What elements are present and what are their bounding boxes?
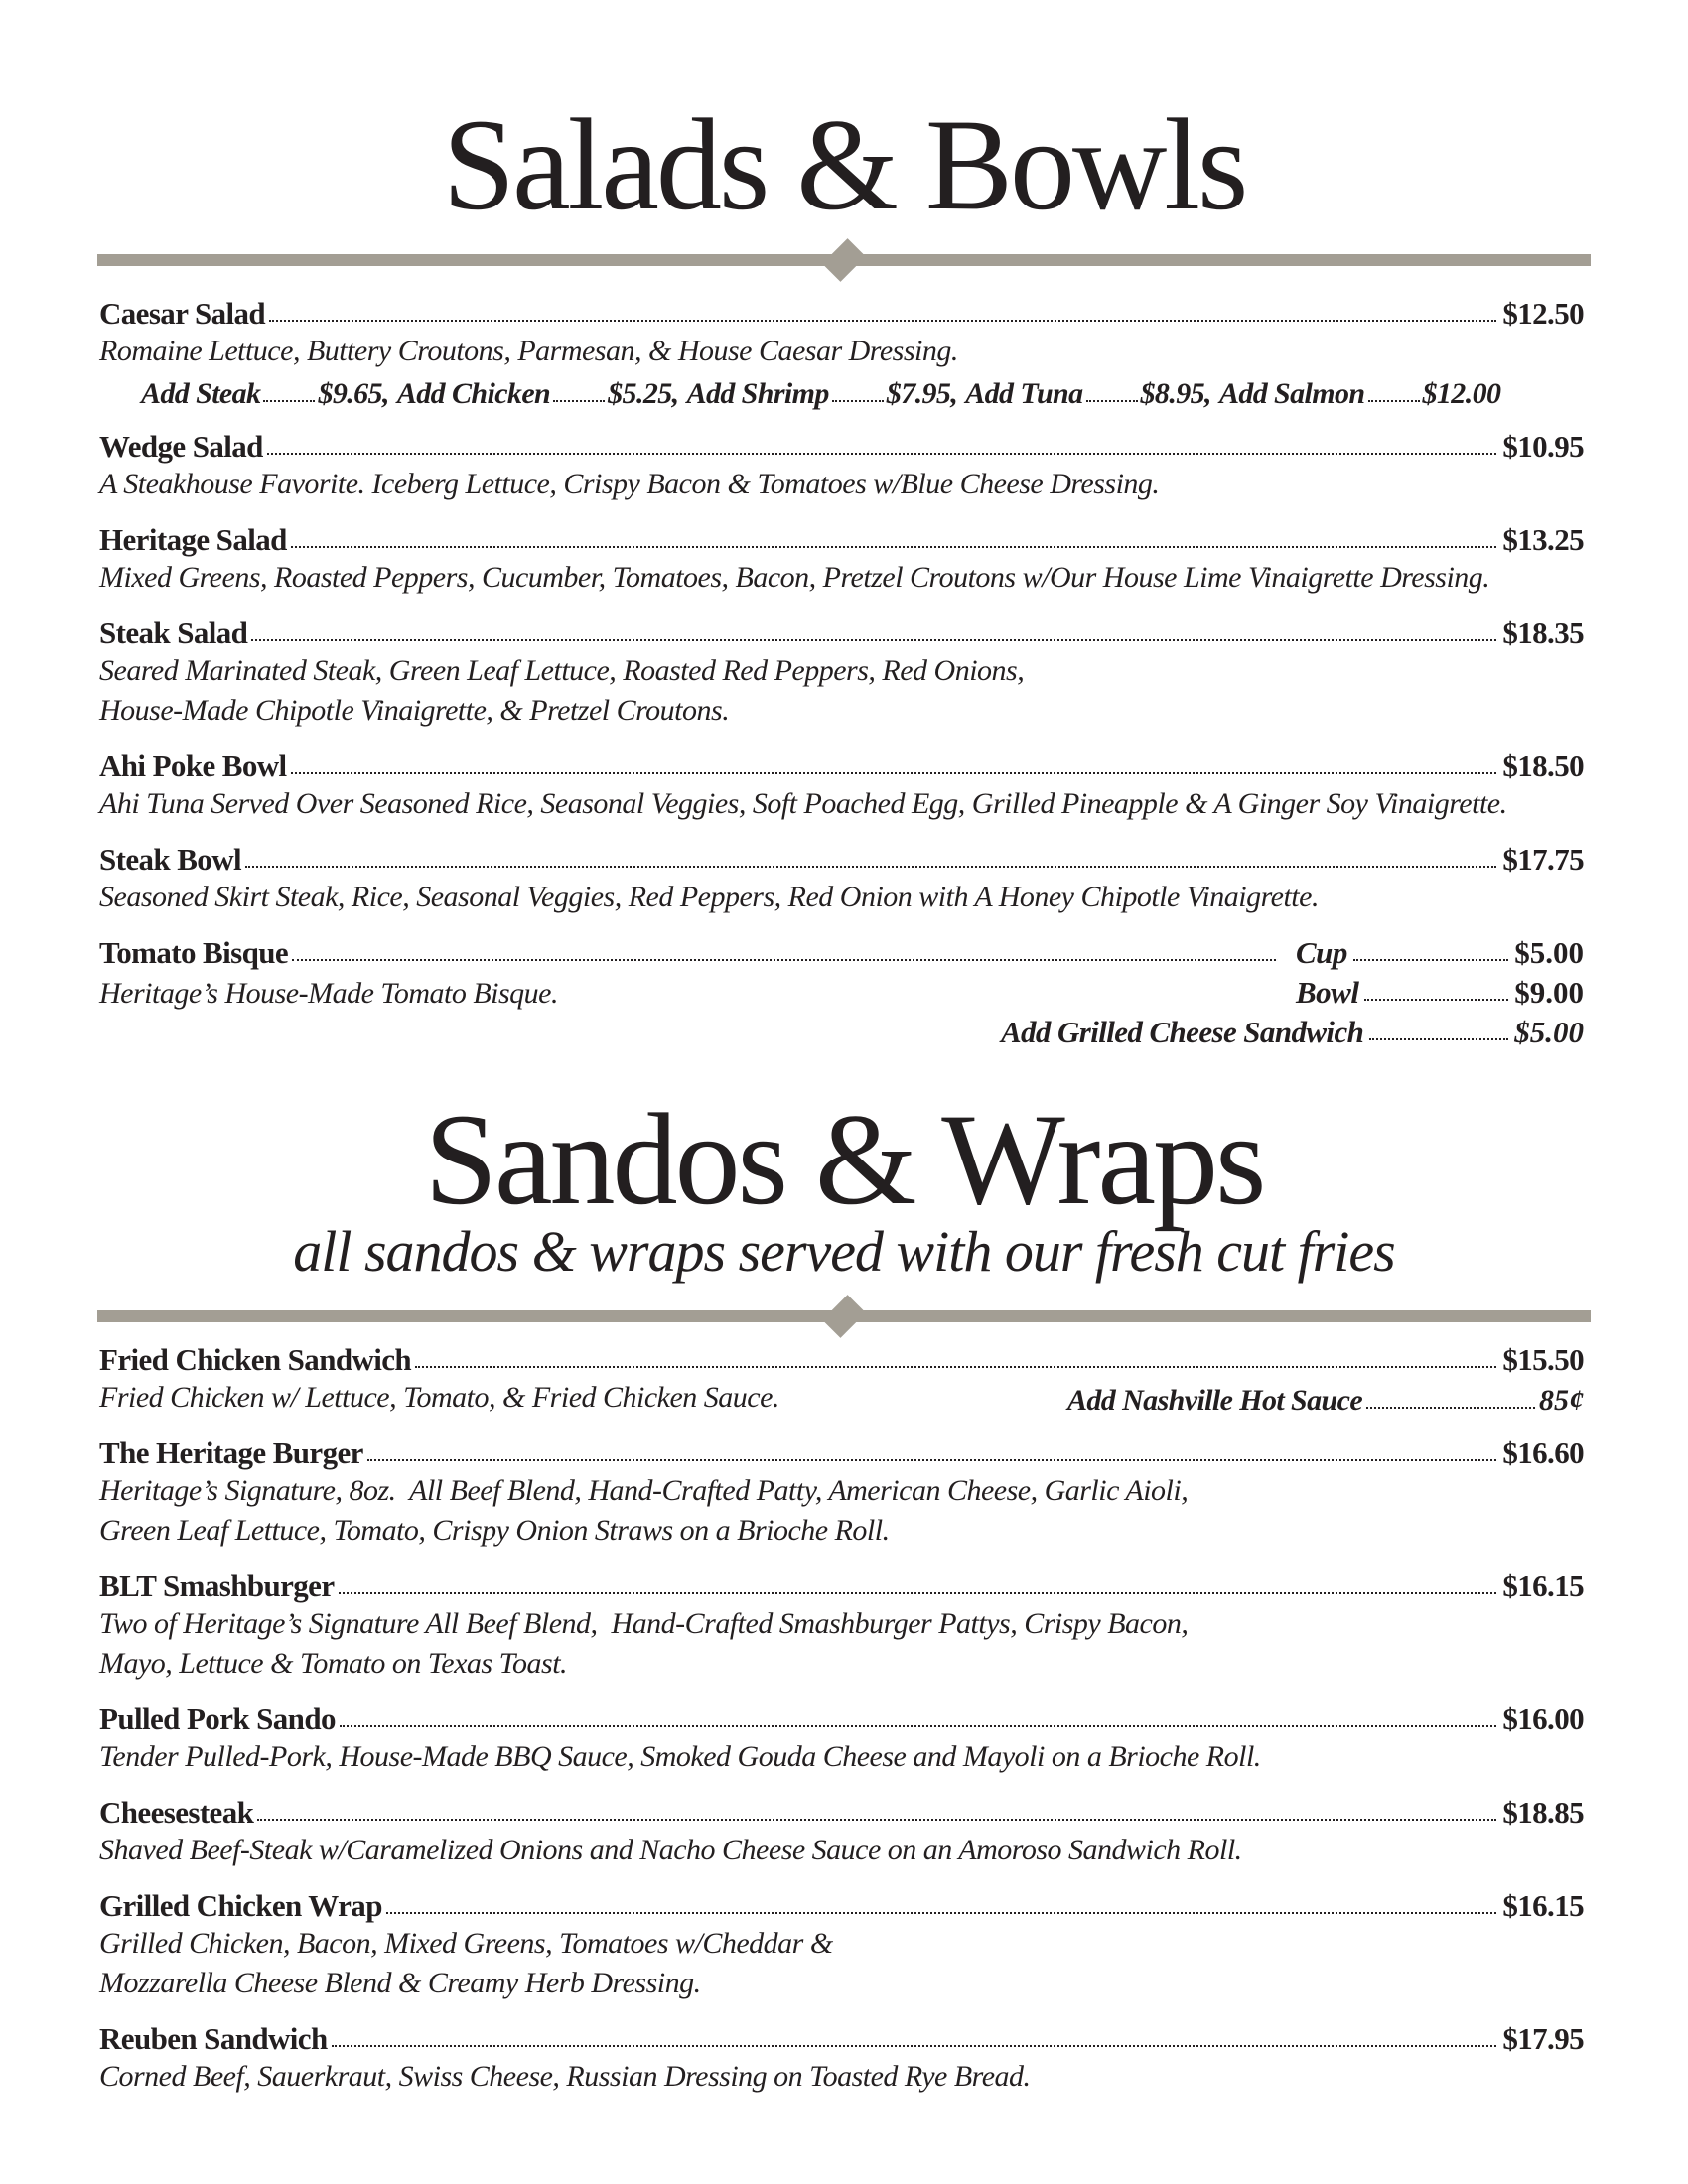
menu-item-steak-bowl bbox=[99, 838, 1584, 917]
item-description: Shaved Beef-Steak w/Caramelized Onions and Nacho Cheese Sauce on an Amoroso Sandwich Roll. bbox=[99, 1834, 1242, 1866]
menu-item-heritage-salad bbox=[99, 518, 1584, 598]
dot-leader bbox=[269, 320, 1496, 322]
dot-leader bbox=[292, 959, 1276, 961]
item-description: Mixed Greens, Roasted Peppers, Cucumber, Tomatoes, Bacon, Pretzel Croutons w/Our House Lime Vinaigrette Dressing. bbox=[99, 561, 1490, 594]
item-description: Heritage’s Signature, 8oz. All Beef Blend, Hand-Crafted Patty, American Cheese, Garlic Aioli, bbox=[99, 1474, 1189, 1507]
dot-leader bbox=[245, 866, 1496, 868]
dot-leader bbox=[257, 1819, 1496, 1821]
item-price: $15.50 bbox=[1502, 1342, 1584, 1377]
item-price: $18.35 bbox=[1502, 615, 1584, 650]
item-description: Grilled Chicken, Bacon, Mixed Greens, Tomatoes w/Cheddar & bbox=[99, 1927, 833, 1960]
item-name: Wedge Salad bbox=[99, 429, 263, 464]
item-price: $12.50 bbox=[1502, 296, 1584, 331]
menu-item-pulled-pork-sando bbox=[99, 1698, 1584, 1777]
item-name: Ahi Poke Bowl bbox=[99, 749, 287, 783]
item-description: Two of Heritage’s Signature All Beef Blend, Hand-Crafted Smashburger Pattys, Crispy Bacon, bbox=[99, 1607, 1189, 1640]
item-name: Cheesesteak bbox=[99, 1795, 254, 1830]
item-description: House-Made Chipotle Vinaigrette, & Pretzel Croutons. bbox=[99, 694, 730, 727]
item-description: Seared Marinated Steak, Green Leaf Lettuce, Roasted Red Peppers, Red Onions, bbox=[99, 654, 1025, 687]
item-description: A Steakhouse Favorite. Iceberg Lettuce, Crispy Bacon & Tomatoes w/Blue Cheese Dressing. bbox=[99, 468, 1160, 500]
item-price: $13.25 bbox=[1502, 522, 1584, 557]
item-description: Seasoned Skirt Steak, Rice, Seasonal Veggies, Red Peppers, Red Onion with A Honey Chipotle Vinaigrette. bbox=[99, 881, 1319, 913]
item-name: BLT Smashburger bbox=[99, 1569, 335, 1603]
menu-item-fried-chicken-sandwich bbox=[99, 1338, 1584, 1418]
addon-chicken: Add Chicken $5.25 , bbox=[396, 377, 679, 410]
caesar-addons bbox=[99, 371, 1584, 411]
item-description: Romaine Lettuce, Buttery Croutons, Parmesan, & House Caesar Dressing. bbox=[99, 335, 958, 367]
salads-divider bbox=[97, 234, 1591, 286]
dot-leader bbox=[367, 1459, 1497, 1461]
addon-tuna: Add Tuna $8.95 , bbox=[965, 377, 1211, 410]
item-description: Corned Beef, Sauerkraut, Swiss Cheese, Russian Dressing on Toasted Rye Bread. bbox=[99, 2060, 1031, 2093]
item-price: $17.95 bbox=[1502, 2021, 1584, 2056]
addon-steak: Add Steak $9.65 , bbox=[141, 377, 389, 410]
menu-item-caesar-salad bbox=[99, 292, 1584, 411]
item-price: $16.15 bbox=[1502, 1888, 1584, 1923]
item-description: Heritage’s House-Made Tomato Bisque. bbox=[99, 977, 558, 1010]
item-price: $18.50 bbox=[1502, 749, 1584, 783]
item-price: $10.95 bbox=[1502, 429, 1584, 464]
dot-leader bbox=[291, 546, 1497, 548]
diamond-ornament bbox=[822, 1295, 866, 1338]
item-price: $16.00 bbox=[1502, 1702, 1584, 1736]
item-name: Caesar Salad bbox=[99, 296, 266, 331]
item-price: $17.75 bbox=[1502, 842, 1584, 877]
soup-grilled-cheese-addon: Add Grilled Cheese Sandwich $5.00 bbox=[1000, 1015, 1584, 1049]
item-price: $16.15 bbox=[1502, 1569, 1584, 1603]
item-description: Ahi Tuna Served Over Seasoned Rice, Seasonal Veggies, Soft Poached Egg, Grilled Pineapple & A Ginger Soy Vinaigrette. bbox=[99, 787, 1507, 820]
dot-leader bbox=[267, 453, 1497, 455]
soup-bowl-option: Bowl $9.00 bbox=[1296, 975, 1584, 1010]
salads-title: Salads & Bowls bbox=[442, 91, 1246, 237]
item-description: Tender Pulled-Pork, House-Made BBQ Sauce, Smoked Gouda Cheese and Mayoli on a Brioche Roll. bbox=[99, 1740, 1261, 1773]
dot-leader bbox=[386, 1912, 1497, 1914]
item-description: Fried Chicken w/ Lettuce, Tomato, & Fried Chicken Sauce. bbox=[99, 1381, 779, 1414]
item-name: Pulled Pork Sando bbox=[99, 1702, 336, 1736]
sandos-subtitle: all sandos & wraps served with our fresh cut fries bbox=[293, 1219, 1395, 1284]
item-name: Tomato Bisque bbox=[99, 935, 289, 970]
dot-leader bbox=[339, 1592, 1497, 1594]
item-price: $18.85 bbox=[1502, 1795, 1584, 1830]
menu-item-reuben-sandwich bbox=[99, 2017, 1584, 2097]
diamond-ornament bbox=[822, 238, 866, 282]
item-name: Reuben Sandwich bbox=[99, 2021, 328, 2056]
menu-item-heritage-burger bbox=[99, 1432, 1584, 1551]
item-description: Green Leaf Lettuce, Tomato, Crispy Onion Straws on a Brioche Roll. bbox=[99, 1514, 890, 1547]
menu-item-ahi-poke-bowl bbox=[99, 745, 1584, 824]
menu-item-tomato-bisque bbox=[99, 931, 1584, 1050]
item-name: Fried Chicken Sandwich bbox=[99, 1342, 412, 1377]
dot-leader bbox=[251, 639, 1496, 641]
sandos-title: Sandos & Wraps bbox=[424, 1086, 1264, 1232]
soup-cup-option: Cup $5.00 bbox=[1296, 935, 1584, 970]
sandos-section bbox=[99, 1338, 1584, 2111]
item-description: Mozzarella Cheese Blend & Creamy Herb Dressing. bbox=[99, 1967, 701, 1999]
dot-leader bbox=[291, 772, 1497, 774]
addon-salmon: Add Salmon $12.00 bbox=[1218, 377, 1501, 410]
sandos-divider bbox=[97, 1291, 1591, 1342]
menu-item-steak-salad bbox=[99, 612, 1584, 731]
item-name: Steak Salad bbox=[99, 615, 248, 650]
addon-shrimp: Add Shrimp $7.95 , bbox=[686, 377, 958, 410]
menu-item-blt-smashburger bbox=[99, 1565, 1584, 1684]
salads-section bbox=[99, 292, 1584, 1064]
item-name: Steak Bowl bbox=[99, 842, 241, 877]
item-name: Grilled Chicken Wrap bbox=[99, 1888, 382, 1923]
item-name: The Heritage Burger bbox=[99, 1435, 363, 1470]
nashville-hot-addon: Add Nashville Hot Sauce 85¢ bbox=[1067, 1384, 1584, 1417]
dot-leader bbox=[340, 1725, 1496, 1727]
item-price: $16.60 bbox=[1502, 1435, 1584, 1470]
item-name: Heritage Salad bbox=[99, 522, 287, 557]
menu-item-wedge-salad bbox=[99, 425, 1584, 504]
dot-leader bbox=[415, 1366, 1496, 1368]
menu-item-cheesesteak bbox=[99, 1791, 1584, 1870]
item-description: Mayo, Lettuce & Tomato on Texas Toast. bbox=[99, 1647, 568, 1680]
dot-leader bbox=[332, 2045, 1497, 2047]
menu-item-grilled-chicken-wrap bbox=[99, 1884, 1584, 2003]
